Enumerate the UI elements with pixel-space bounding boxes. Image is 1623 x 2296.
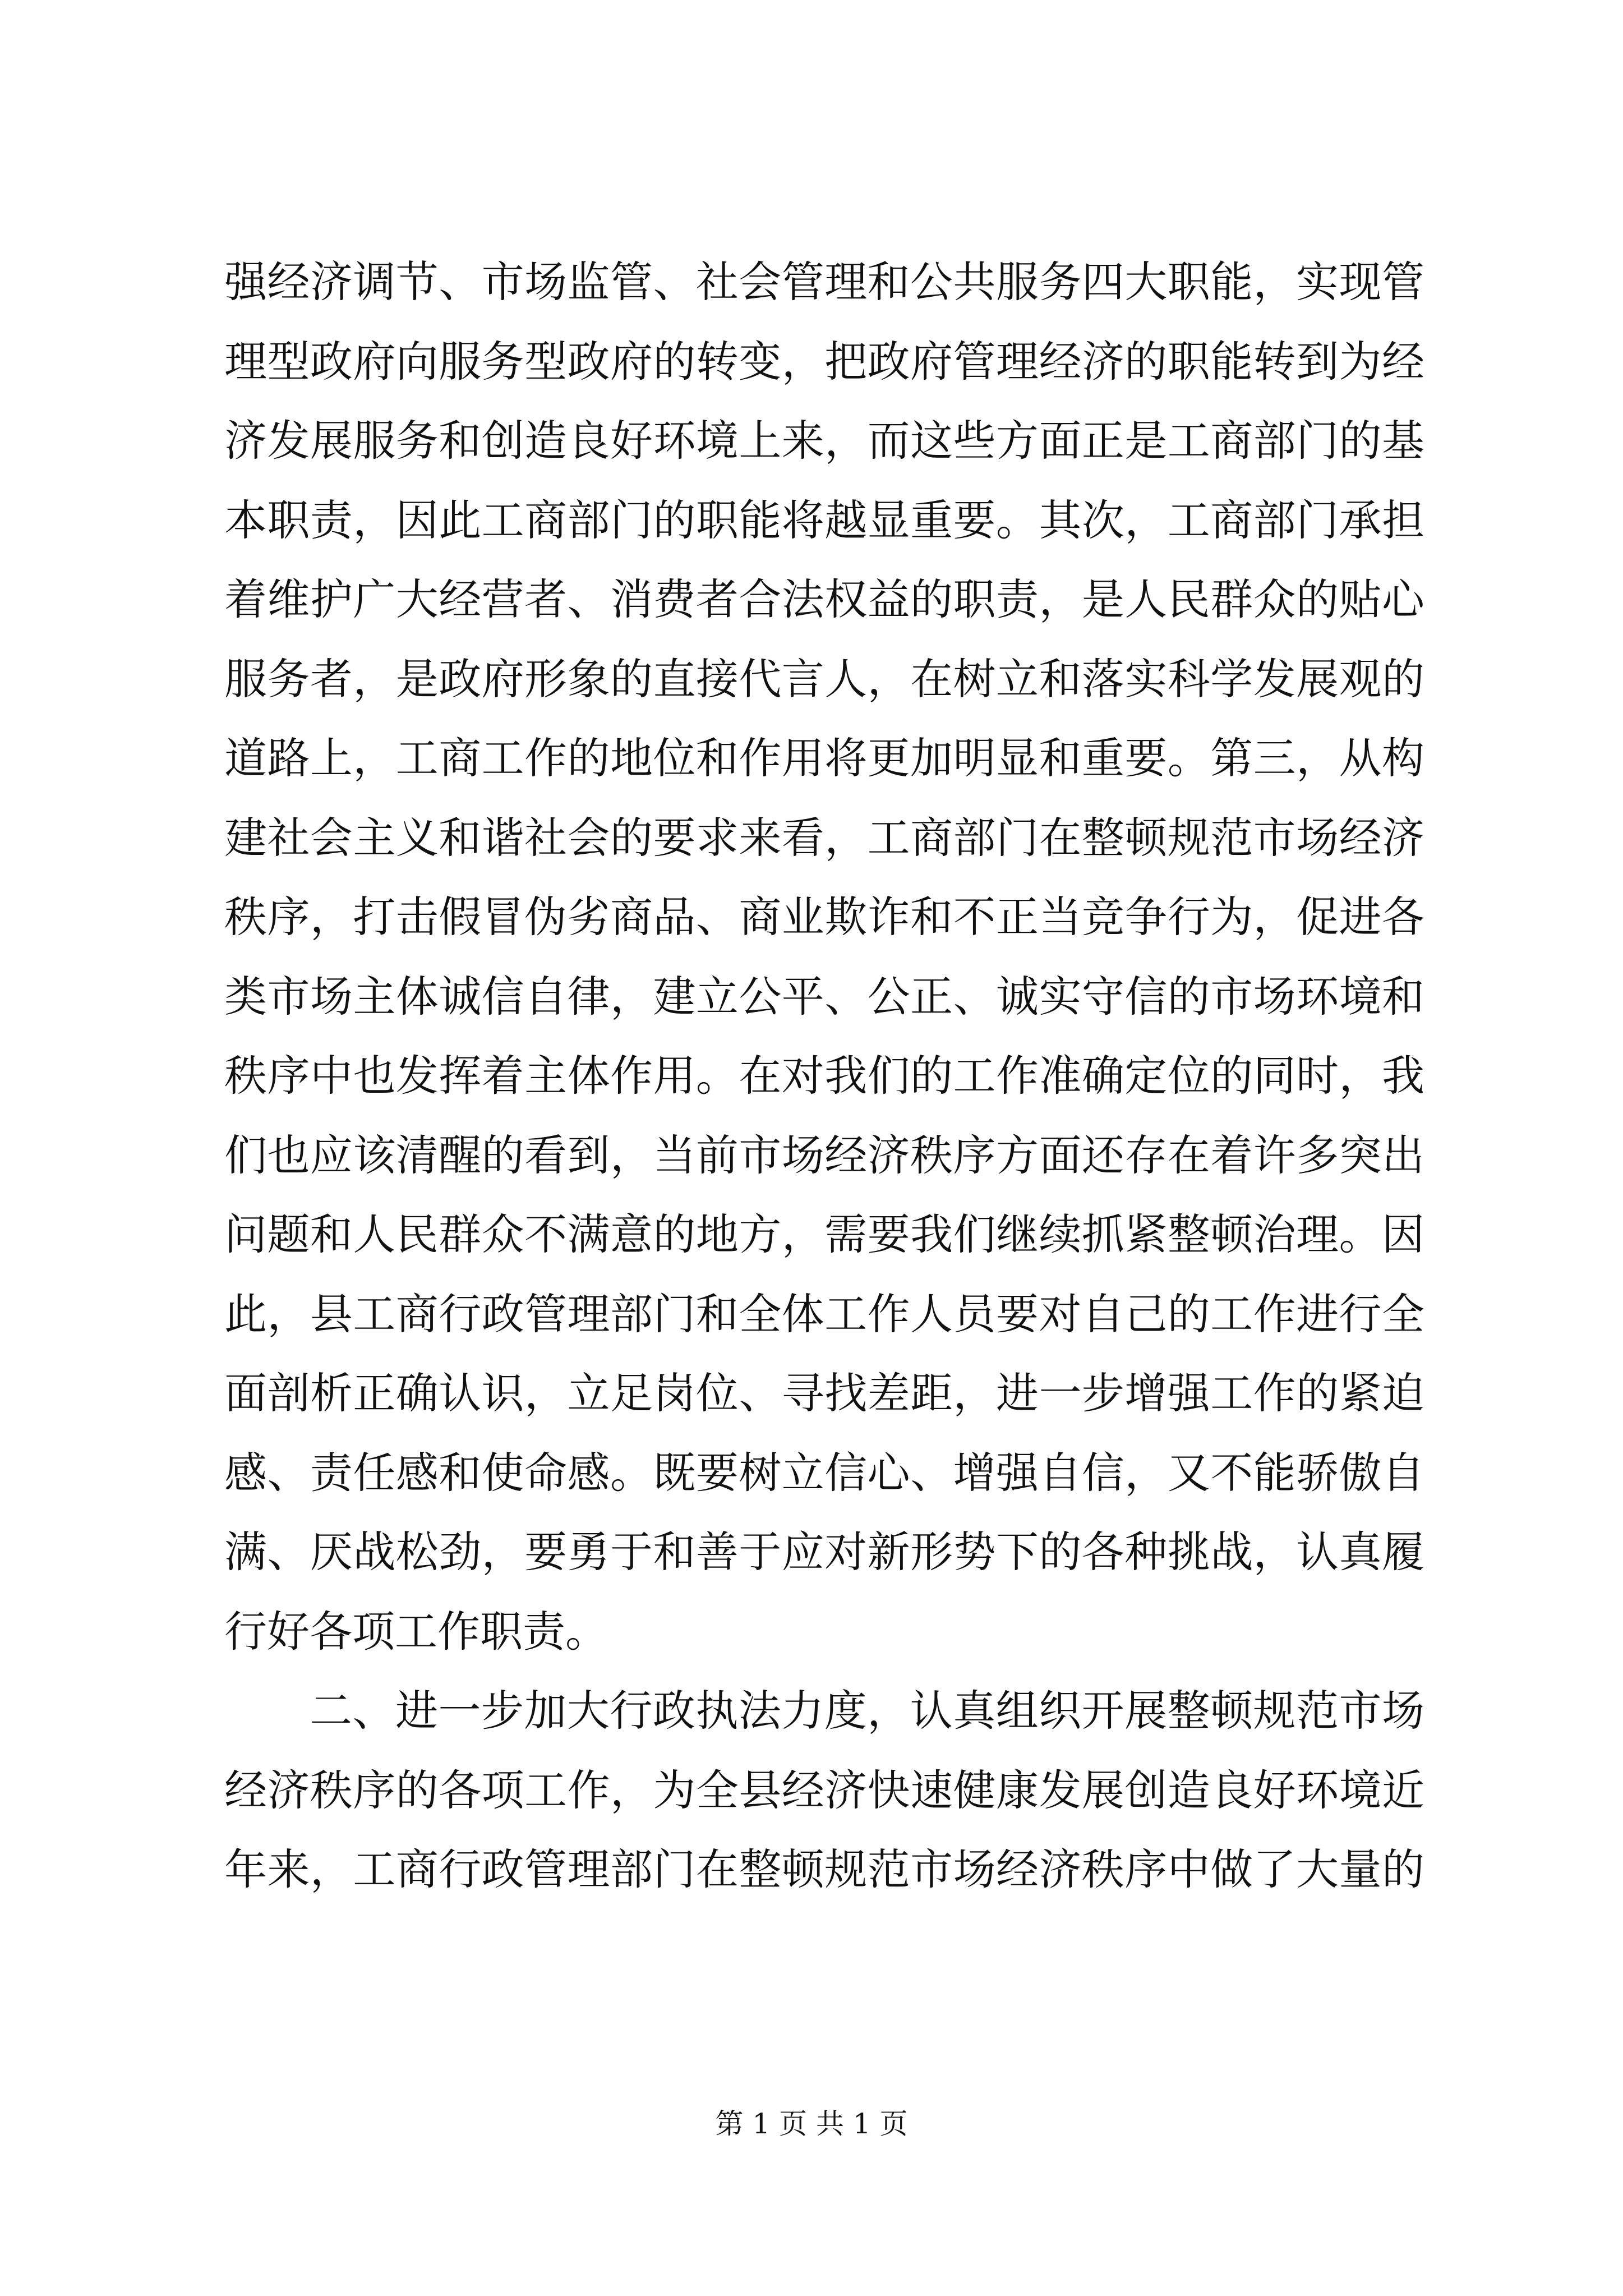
text-line: 们也应该清醒的看到，当前市场经济秩序方面还存在着许多突出 [224,1130,1424,1180]
text-line: 建社会主义和谐社会的要求来看，工商部门在整顿规范市场经济 [224,812,1424,863]
text-line: 强经济调节、市场监管、社会管理和公共服务四大职能，实现管 [224,257,1424,307]
page-number-label: 第 1 页 共 1 页 [715,2108,908,2140]
text-line: 秩序，打击假冒伪劣商品、商业欺诈和不正当竞争行为，促进各 [224,892,1424,942]
section-heading-line: 二、进一步加大行政执法力度，认真组织开展整顿规范市场 [310,1686,1424,1736]
text-line: 济发展服务和创造良好环境上来，而这些方面正是工商部门的基 [224,416,1424,466]
body-text [224,242,1424,1910]
text-line: 理型政府向服务型政府的转变，把政府管理经济的职能转到为经 [224,336,1424,386]
text-line: 本职责，因此工商部门的职能将越显重要。其次，工商部门承担 [224,495,1424,545]
text-line: 此，县工商行政管理部门和全体工作人员要对自己的工作进行全 [224,1289,1424,1339]
text-line: 着维护广大经营者、消费者合法权益的职责，是人民群众的贴心 [224,574,1424,624]
text-line: 年来，工商行政管理部门在整顿规范市场经济秩序中做了大量的 [224,1844,1424,1894]
text-line: 问题和人民群众不满意的地方，需要我们继续抓紧整顿治理。因 [224,1209,1424,1259]
text-line: 服务者，是政府形象的直接代言人，在树立和落实科学发展观的 [224,654,1424,704]
text-line: 秩序中也发挥着主体作用。在对我们的工作准确定位的同时，我 [224,1051,1424,1101]
text-line: 满、厌战松劲，要勇于和善于应对新形势下的各种挑战，认真履 [224,1527,1424,1577]
text-line: 道路上，工商工作的地位和作用将更加明显和重要。第三，从构 [224,733,1424,783]
page-footer [0,2107,1623,2141]
text-line: 面剖析正确认识，立足岗位、寻找差距，进一步增强工作的紧迫 [224,1368,1424,1418]
text-line: 行好各项工作职责。 [224,1606,608,1657]
text-line: 感、责任感和使命感。既要树立信心、增强自信，又不能骄傲自 [224,1447,1424,1498]
text-line: 经济秩序的各项工作，为全县经济快速健康发展创造良好环境近 [224,1765,1424,1815]
text-line: 类市场主体诚信自律，建立公平、公正、诚实守信的市场环境和 [224,971,1424,1022]
